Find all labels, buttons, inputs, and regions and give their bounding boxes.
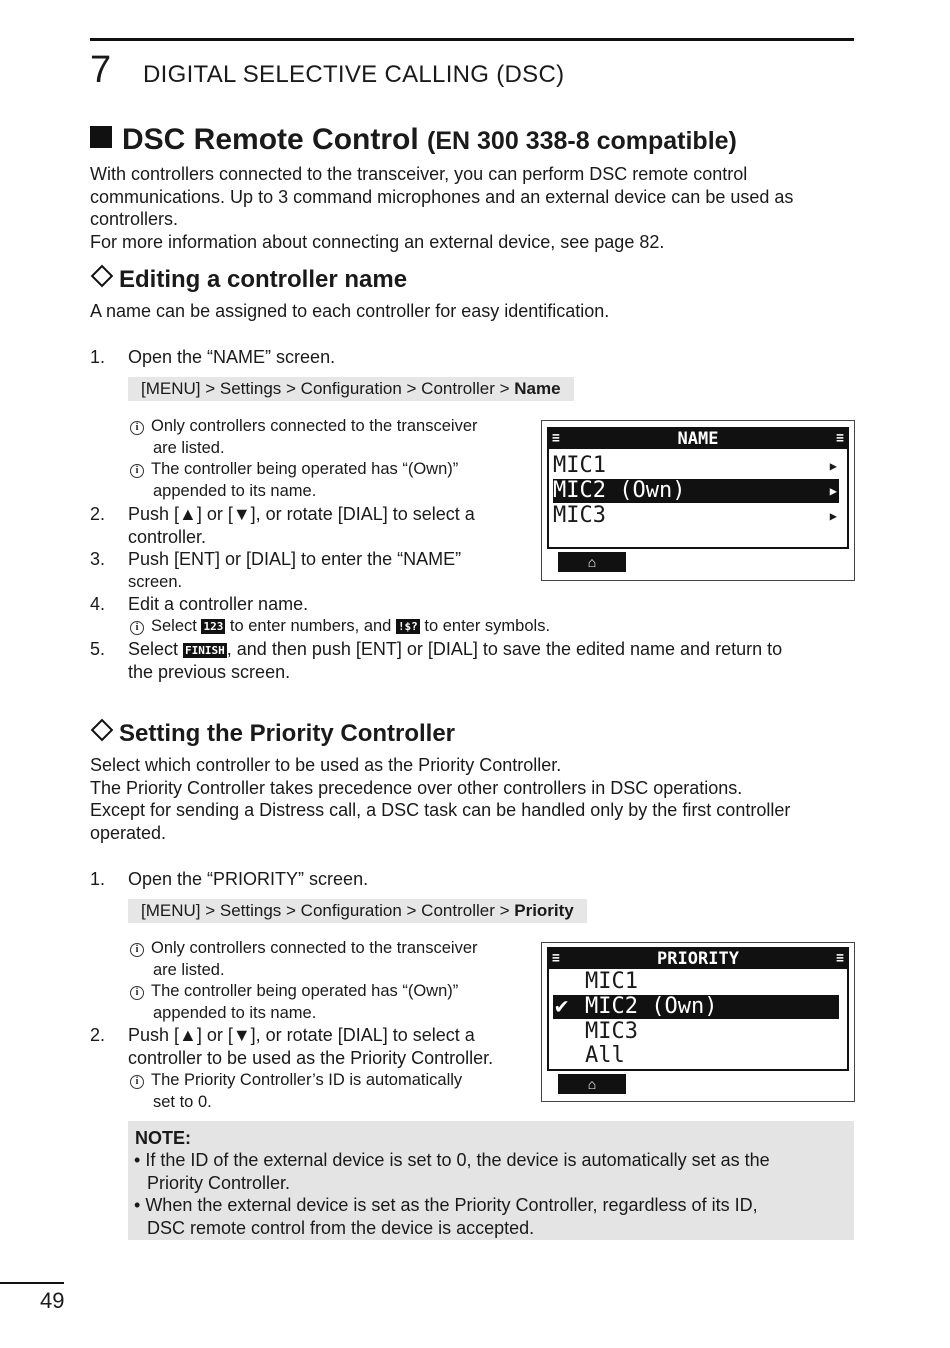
- lcd-row-mic3[interactable]: [553, 1020, 839, 1044]
- step-line: the previous screen.: [128, 661, 291, 682]
- note-text: to enter numbers, and: [225, 617, 396, 635]
- editing-step-4: [90, 593, 530, 617]
- intro-line: Except for sending a Distress call, a DSC task can be handled only by the first controller: [90, 800, 791, 821]
- chapter-title: DIGITAL SELECTIVE CALLING (DSC): [143, 61, 565, 88]
- square-bullet-icon: [90, 126, 112, 148]
- info-icon: i: [130, 464, 144, 478]
- note-text: The Priority Controller’s ID is automatically: [151, 1071, 463, 1089]
- name-screen-lcd: [547, 427, 849, 549]
- lcd-row-mic3[interactable]: [553, 504, 839, 528]
- editing-note-1: [130, 416, 530, 459]
- priority-screen-lcd: [547, 947, 849, 1071]
- numbers-key-icon: 123: [203, 620, 224, 633]
- editing-step-3: [90, 548, 530, 594]
- step-text: [128, 1024, 493, 1069]
- note-text: appended to its name.: [153, 1003, 317, 1022]
- step-text: [128, 548, 461, 593]
- header-rule: [90, 38, 854, 41]
- note-item-1: [134, 1149, 849, 1194]
- step-text: Open the “NAME” screen.: [128, 347, 336, 367]
- priority-note-1: [130, 938, 530, 981]
- step-line: Push [ENT] or [DIAL] to enter the “NAME”: [128, 549, 462, 569]
- intro-line: Select which controller to be used as the Priority Controller.: [90, 755, 562, 775]
- note-title: NOTE:: [135, 1128, 191, 1148]
- step-line: controller to be used as the Priority Controller.: [128, 1047, 494, 1068]
- note-text: Select: [151, 617, 202, 635]
- step-number: 1.: [90, 869, 106, 889]
- section-title-text: DSC Remote Control: [122, 123, 419, 156]
- menu-path-prefix: [MENU] > Settings > Configuration > Controller >: [141, 901, 515, 920]
- editing-intro: A name can be assigned to each controller for easy identification.: [90, 301, 610, 321]
- home-button[interactable]: [558, 552, 626, 572]
- symbols-key-icon: !$?: [397, 620, 418, 633]
- priority-step-2: [90, 1024, 530, 1070]
- info-icon: i: [130, 986, 144, 1000]
- info-icon: i: [130, 621, 144, 635]
- step-number: 1.: [90, 347, 106, 367]
- lcd-row-label: MIC3: [553, 503, 606, 528]
- lcd-row-mic1[interactable]: [553, 454, 839, 478]
- menu-path-name: [128, 377, 574, 401]
- note-text: DSC remote control from the device is accepted.: [147, 1217, 535, 1238]
- editing-note-3: [130, 616, 550, 638]
- step-line: screen.: [128, 572, 183, 591]
- step-line: , and then push [ENT] or [DIAL] to save the edited name and return to: [226, 639, 783, 659]
- menu-icon: ≡: [836, 431, 844, 446]
- note-text: are listed.: [153, 438, 225, 457]
- menu-path-priority: [128, 899, 587, 923]
- menu-path-target: Priority: [514, 901, 574, 920]
- step-number: 5.: [90, 639, 106, 659]
- note-text: Only controllers connected to the transceiver: [151, 417, 478, 435]
- priority-heading-text: Setting the Priority Controller: [119, 720, 456, 747]
- name-screen-figure: [541, 420, 855, 581]
- home-icon: ⌂: [587, 1076, 597, 1092]
- priority-heading: [90, 720, 455, 748]
- note-text: Only controllers connected to the transceiver: [151, 939, 478, 957]
- lcd-row-label: MIC1: [553, 453, 606, 478]
- note-text: The controller being operated has “(Own)”: [151, 460, 459, 478]
- step-text: [128, 638, 858, 683]
- home-button[interactable]: [558, 1074, 626, 1094]
- diamond-icon: [91, 265, 114, 288]
- note-text: appended to its name.: [153, 481, 317, 500]
- lcd-header: [549, 429, 847, 449]
- note-text: If the ID of the external device is set to 0, the device is automatically set as the: [145, 1150, 770, 1170]
- step-number: 3.: [90, 549, 106, 569]
- note-text: to enter symbols.: [419, 617, 551, 635]
- step-line: Select: [128, 639, 184, 659]
- lcd-row-label: MIC2 (Own): [553, 478, 686, 503]
- step-line: Push [▲] or [▼], or rotate [DIAL] to select a: [128, 1025, 475, 1045]
- menu-path-target: Name: [514, 379, 561, 398]
- editing-note-2: [130, 459, 530, 502]
- footer-rule: [0, 1282, 64, 1284]
- step-number: 2.: [90, 504, 106, 524]
- step-line: controller.: [128, 526, 207, 547]
- step-text: Edit a controller name.: [128, 594, 309, 614]
- lcd-row-label: MIC1: [585, 969, 638, 994]
- lcd-row-all[interactable]: [553, 1044, 839, 1068]
- lcd-row-label: MIC3: [585, 1019, 638, 1044]
- intro-line: The Priority Controller takes precedence over other controllers in DSC operations.: [90, 777, 743, 798]
- step-line: Push [▲] or [▼], or rotate [DIAL] to select a: [128, 504, 475, 524]
- checkmark-icon: ✔: [555, 994, 569, 1019]
- lcd-row-label: MIC2 (Own): [585, 994, 718, 1019]
- page-number: 49: [40, 1288, 65, 1313]
- section-subtitle: (EN 300 338-8 compatible): [427, 127, 737, 155]
- info-icon: i: [130, 943, 144, 957]
- menu-path-prefix: [MENU] > Settings > Configuration > Controller >: [141, 379, 515, 398]
- lcd-header: [549, 949, 847, 969]
- section-intro: [90, 163, 860, 253]
- editing-heading: [90, 266, 407, 294]
- arrow-right-icon: ▶: [829, 509, 837, 523]
- menu-icon: ≡: [552, 431, 560, 446]
- step-number: 2.: [90, 1025, 106, 1045]
- note-box: [128, 1121, 854, 1240]
- info-icon: i: [130, 421, 144, 435]
- lcd-title: NAME: [677, 429, 719, 449]
- diamond-icon: [91, 719, 114, 742]
- lcd-title: PRIORITY: [657, 949, 739, 969]
- priority-note-3: [130, 1070, 530, 1113]
- menu-icon: ≡: [836, 951, 844, 966]
- lcd-row-mic2-selected[interactable]: [553, 479, 839, 503]
- note-text: are listed.: [153, 960, 225, 979]
- lcd-row-label: All: [585, 1043, 625, 1068]
- home-icon: ⌂: [587, 554, 597, 570]
- editing-heading-text: Editing a controller name: [119, 266, 408, 293]
- step-text: Open the “PRIORITY” screen.: [128, 869, 369, 889]
- arrow-right-icon: ▶: [829, 484, 837, 498]
- finish-key-icon: FINISH: [185, 644, 225, 657]
- note-text: The controller being operated has “(Own)”: [151, 982, 459, 1000]
- bullet: •: [134, 1195, 146, 1215]
- intro-line: operated.: [90, 822, 167, 843]
- step-number: 4.: [90, 594, 106, 614]
- bullet: •: [134, 1150, 146, 1170]
- note-text: Priority Controller.: [147, 1172, 291, 1193]
- intro-line: For more information about connecting an external device, see page 82.: [90, 231, 665, 252]
- intro-line: controllers.: [90, 209, 179, 230]
- chapter-number: 7: [90, 49, 112, 91]
- note-text: When the external device is set as the Priority Controller, regardless of its ID,: [145, 1195, 758, 1215]
- menu-icon: ≡: [552, 951, 560, 966]
- lcd-row-mic2-selected[interactable]: [553, 995, 839, 1019]
- intro-line: With controllers connected to the transceiver, you can perform DSC remote control: [90, 164, 748, 184]
- intro-line: communications. Up to 3 command microphones and an external device can be used as: [90, 186, 794, 207]
- lcd-row-mic1[interactable]: [553, 970, 839, 994]
- editing-step-2: [90, 503, 530, 549]
- priority-screen-figure: [541, 942, 855, 1102]
- priority-note-2: [130, 981, 530, 1024]
- arrow-right-icon: ▶: [829, 459, 837, 473]
- info-icon: i: [130, 1075, 144, 1089]
- note-text: set to 0.: [153, 1092, 212, 1111]
- section-title: [90, 122, 737, 159]
- note-item-2: [134, 1194, 849, 1239]
- priority-intro: [90, 754, 860, 844]
- step-text: [128, 503, 475, 548]
- editing-step-5: [90, 638, 860, 684]
